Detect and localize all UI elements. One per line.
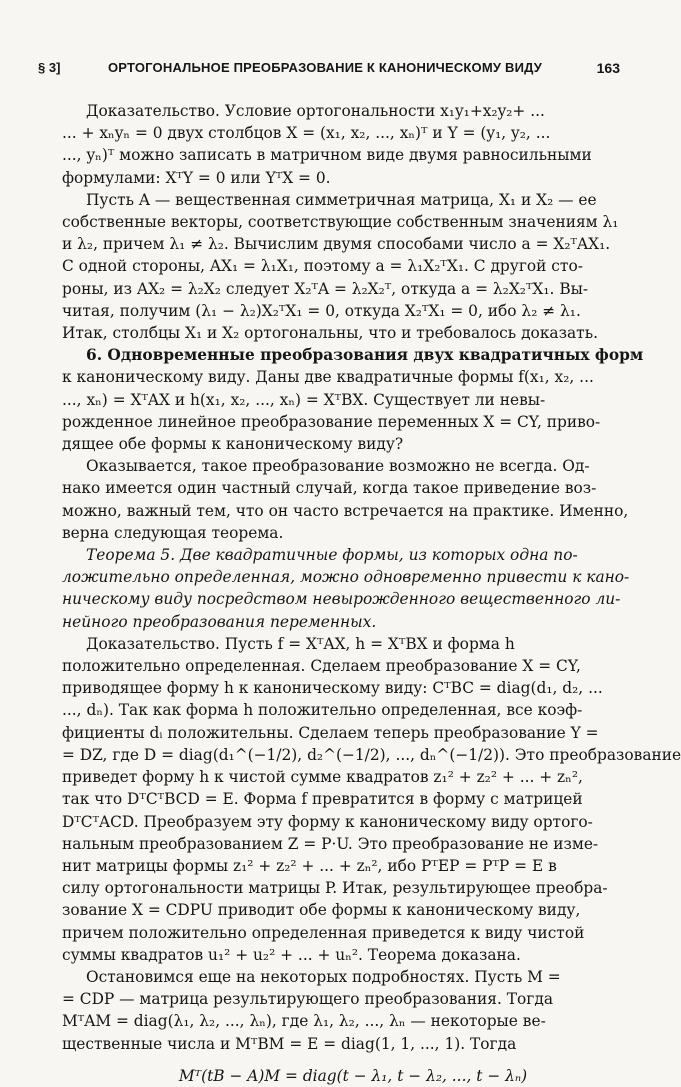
text-line: = CDP — матрица результирующего преобразования. Тогда (62, 990, 553, 1009)
text-line: к каноническому виду. Даны две квадратичные формы f(x₁, x₂, ... (62, 368, 594, 387)
text-line: читая, получим (λ₁ − λ₂)X₂ᵀX₁ = 0, откуда X₂ᵀX₁ = 0, ибо λ₂ ≠ λ₁. (62, 301, 581, 320)
text-line: С одной стороны, AX₁ = λ₁X₁, поэтому a = λ₁X₂ᵀX₁. С другой сто- (62, 257, 583, 276)
display-formula: Mᵀ(tB − A)M = diag(t − λ₁, t − λ₂, ..., t − λₙ) (178, 1066, 528, 1085)
text-line: и λ₂, причем λ₁ ≠ λ₂. Вычислим двумя способами число a = X₂ᵀAX₁. (62, 235, 611, 254)
running-header (38, 60, 620, 82)
theorem-line: нейного преобразования переменных. (62, 612, 377, 631)
text-line: силу ортогональности матрицы P. Итак, результирующее преобра- (62, 879, 608, 898)
text-line: ..., yₙ)ᵀ можно записать в матричном виде двумя равносильными (62, 146, 592, 165)
text-line: Пусть A — вещественная симметричная матрица, X₁ и X₂ — ее (86, 190, 597, 209)
theorem-line: ложительно определенная, можно одновременно привести к кано- (62, 568, 630, 587)
section-heading: 6. Одновременные преобразования двух квадратичных форм (86, 346, 644, 365)
text-line: приведет форму h к чистой сумме квадратов z₁² + z₂² + ... + zₙ², (62, 768, 583, 787)
text-line: Доказательство. Пусть f = XᵀAX, h = XᵀBX и форма h (86, 634, 515, 653)
text-line: причем положительно определенная приведется к виду чистой (62, 923, 585, 942)
text-line: Доказательство. Условие ортогональности x₁y₁+x₂y₂+ ... (86, 102, 545, 120)
text-line: приводящее форму h к каноническому виду: CᵀBC = diag(d₁, d₂, ... (62, 679, 603, 698)
text-line: роны, из AX₂ = λ₂X₂ следует X₂ᵀA = λ₂X₂ᵀ, откуда a = λ₂X₂ᵀX₁. Вы- (62, 279, 589, 298)
text-line: ..., xₙ) = XᵀAX и h(x₁, x₂, ..., xₙ) = XᵀBX. Существует ли невы- (62, 390, 546, 409)
text-line: формулами: XᵀY = 0 или YᵀX = 0. (62, 168, 331, 187)
chapter-title: ОРТОГОНАЛЬНОЕ ПРЕОБРАЗОВАНИЕ К КАНОНИЧЕСКОМУ ВИДУ (108, 60, 543, 75)
text-line: нит матрицы формы z₁² + z₂² + ... + zₙ², ибо PᵀEP = PᵀP = E в (62, 856, 557, 875)
page-number: 163 (596, 60, 620, 76)
text-line: Оказывается, такое преобразование возможно не всегда. Од- (86, 457, 590, 476)
text-line: нальным преобразованием Z = P·U. Это преобразование не изме- (62, 834, 599, 853)
text-line: положительно определенная. Сделаем преобразование X = CY, (62, 657, 581, 676)
text-line: ..., dₙ). Так как форма h положительно определенная, все коэф- (62, 701, 583, 720)
text-line: нако имеется один частный случай, когда такое приведение воз- (62, 479, 597, 498)
text-line: суммы квадратов u₁² + u₂² + ... + uₙ². Теорема доказана. (62, 945, 521, 964)
page-body (62, 100, 681, 1087)
text-line: рожденное линейное преобразование переменных X = CY, приво- (62, 412, 601, 431)
text-line: так что DᵀCᵀBCD = E. Форма f превратится в форму с матрицей (62, 790, 583, 809)
text-line: Остановимся еще на некоторых подробностях. Пусть M = (86, 967, 561, 986)
text-line: верна следующая теорема. (62, 523, 284, 542)
text-line: зование X = CDPU приводит обе формы к каноническому виду, (62, 901, 581, 920)
theorem-line: Теорема 5. Две квадратичные формы, из которых одна по- (86, 546, 578, 565)
text-line: щественные числа и MᵀBM = E = diag(1, 1, ..., 1). Тогда (62, 1034, 517, 1053)
text-line: дящее обе формы к каноническому виду? (62, 435, 404, 454)
text-line: ... + xₙyₙ = 0 двух столбцов X = (x₁, x₂, ..., xₙ)ᵀ и Y = (y₁, y₂, ... (62, 124, 551, 143)
theorem-line: ническому виду посредством невырожденного вещественного ли- (62, 590, 621, 609)
text-line: можно, важный тем, что он часто встречается на практике. Именно, (62, 501, 629, 520)
text-line: фициенты dᵢ положительны. Сделаем теперь преобразование Y = (62, 723, 599, 742)
text-line: Итак, столбцы X₁ и X₂ ортогональны, что и требовалось доказать. (62, 324, 598, 343)
text-line: MᵀAM = diag(λ₁, λ₂, ..., λₙ), где λ₁, λ₂, ..., λₙ — некоторые ве- (62, 1012, 546, 1031)
text-line: DᵀCᵀACD. Преобразуем эту форму к каноническому виду ортого- (62, 812, 593, 831)
text-line: = DZ, где D = diag(d₁^(−1/2), d₂^(−1/2), ..., dₙ^(−1/2)). Это преобразование (62, 745, 681, 764)
text-line: собственные векторы, соответствующие собственным значениям λ₁ (62, 213, 619, 232)
section-marker: § 3] (38, 60, 61, 75)
